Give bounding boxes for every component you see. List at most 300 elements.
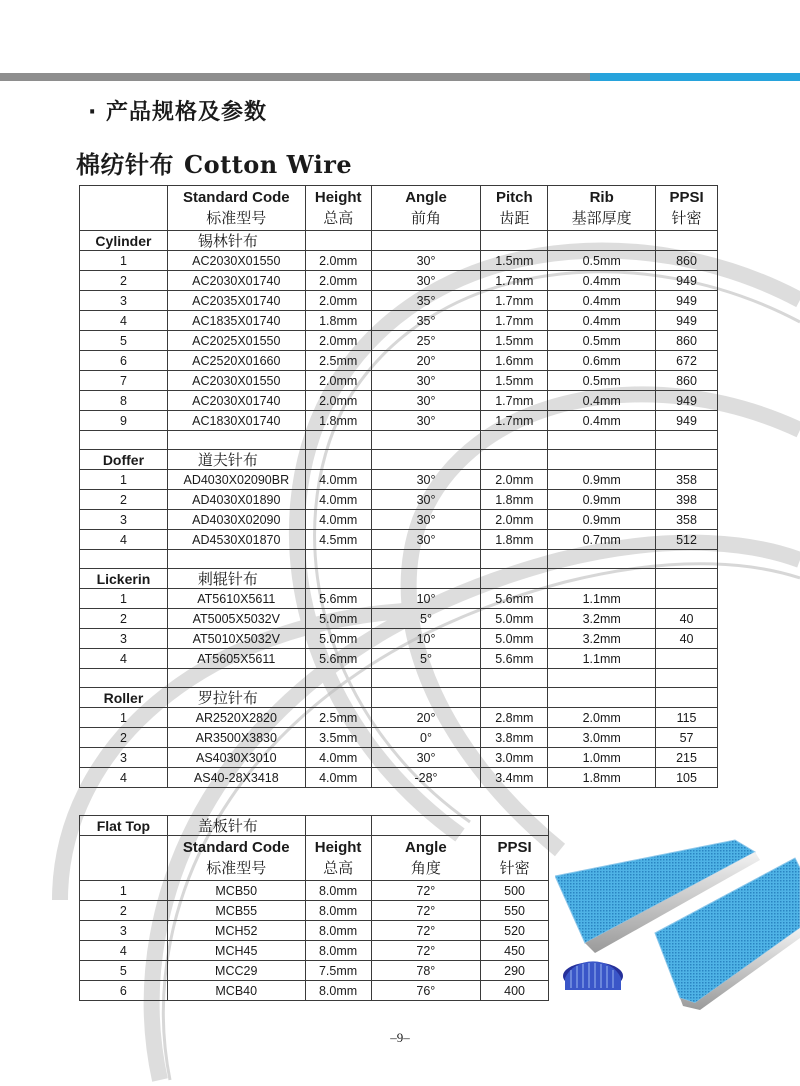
table-cell: 57 [656,728,718,748]
table-cell: 0.4mm [548,271,656,291]
table-cell: 2.0mm [305,251,371,271]
table-cell: 1.8mm [305,311,371,331]
table-cell: 1.1mm [548,649,656,669]
table-cell: 1.8mm [305,411,371,431]
table-cell: 35° [371,311,481,331]
table-cell [481,450,548,470]
table-cell [80,431,168,450]
table-cell: 1.7mm [481,271,548,291]
column-header [548,186,656,231]
table-cell: 949 [656,411,718,431]
table-cell [656,431,718,450]
table-cell: MCB40 [167,981,305,1001]
table-row [80,530,718,550]
table-cell: 2 [80,490,168,510]
table-cell [656,450,718,470]
category-name: Flat Top [80,816,168,836]
category-name-cn: 锡林针布 [167,231,305,251]
table-cell: 2.0mm [305,331,371,351]
table-cell [80,669,168,688]
table-cell: AC2520X01660 [167,351,305,371]
table-cell [305,688,371,708]
table-cell: 1.7mm [481,411,548,431]
table-cell: 0.4mm [548,411,656,431]
table-cell: 7.5mm [305,961,371,981]
table-cell [481,431,548,450]
category-name: Lickerin [80,569,168,589]
table-cell: 30° [371,490,481,510]
table-cell [481,550,548,569]
table-cell: 40 [656,629,718,649]
category-name: Roller [80,688,168,708]
table-cell: 3.0mm [548,728,656,748]
table-cell: 1 [80,589,168,609]
table-cell: MCH45 [167,941,305,961]
table-cell: AS4030X3010 [167,748,305,768]
table-cell: 4 [80,768,168,788]
heading-cn: 棉纺针布 [76,150,174,179]
table-cell: 860 [656,331,718,351]
column-header-cn: 标准型号 [206,859,267,877]
table-row [80,921,549,941]
table-cell [305,569,371,589]
category-row [80,450,718,470]
table-cell: 30° [371,530,481,550]
table-cell: 1.8mm [481,490,548,510]
table-cell: 8.0mm [305,941,371,961]
table-cell: 0.9mm [548,490,656,510]
column-header [481,836,549,881]
table-cell: 7 [80,371,168,391]
table-cell: 3.0mm [481,748,548,768]
table-cell: 0.7mm [548,530,656,550]
table-row [80,589,718,609]
table-cell [305,669,371,688]
table-cell: 5.6mm [481,589,548,609]
table-cell: 2.0mm [305,391,371,411]
table-cell: 5.0mm [481,609,548,629]
table-cell: AC2025X01550 [167,331,305,351]
column-header-cn: 针密 [499,859,530,877]
table-cell: 0.5mm [548,251,656,271]
table-cell: 5° [371,609,481,629]
table-cell [371,431,481,450]
heading-en: Cotton Wire [184,150,353,179]
table-cell: 3.5mm [305,728,371,748]
table-cell [371,669,481,688]
table-cell: 2 [80,609,168,629]
table-header-row [80,186,718,231]
table-cell: 949 [656,391,718,411]
table-cell [548,569,656,589]
table-cell: 30° [371,251,481,271]
table-cell [305,431,371,450]
table-cell: 1 [80,708,168,728]
column-header-cn: 齿距 [499,209,530,227]
column-header-en: Standard Code [182,189,290,206]
table-cell: 2.0mm [548,708,656,728]
table-cell: 5 [80,331,168,351]
table-cell [481,231,548,251]
table-cell [656,669,718,688]
column-header-cn: 总高 [323,859,354,877]
category-name-cn: 盖板针布 [167,816,305,836]
table-cell: 3 [80,748,168,768]
column-header-en: Height [314,189,362,206]
column-header-en: Angle [405,189,447,206]
table-cell [481,569,548,589]
table-cell: 72° [371,881,481,901]
table-cell [167,550,305,569]
table-cell: 72° [371,901,481,921]
table-cell [656,569,718,589]
table-cell [481,816,549,836]
category-name-cn: 罗拉针布 [167,688,305,708]
table-cell: 398 [656,490,718,510]
cotton-wire-spec-table [79,185,718,788]
table-cell: 5.6mm [305,589,371,609]
table-cell: 3 [80,921,168,941]
table-row [80,629,718,649]
table-cell: AD4030X02090BR [167,470,305,490]
category-name-cn: 刺辊针布 [167,569,305,589]
table-cell [371,231,481,251]
table-cell: MCB55 [167,901,305,921]
table-cell: MCB50 [167,881,305,901]
column-header-en: Rib [589,189,614,206]
table-cell [371,816,481,836]
column-header-en: Height [314,839,362,856]
table-cell: MCH52 [167,921,305,941]
category-row [80,231,718,251]
table-cell [548,431,656,450]
table-row [80,371,718,391]
table-cell: AC1830X01740 [167,411,305,431]
table-row [80,271,718,291]
table-cell: 0.4mm [548,291,656,311]
table-cell [167,431,305,450]
table-cell [305,450,371,470]
table-cell: 8.0mm [305,981,371,1001]
table-cell: 450 [481,941,549,961]
table-cell: 949 [656,291,718,311]
table-row [80,490,718,510]
table-cell: 358 [656,510,718,530]
table-cell: 0.6mm [548,351,656,371]
table-cell: 0.4mm [548,311,656,331]
table-cell: 5° [371,649,481,669]
column-header-cn: 总高 [323,209,354,227]
table-row [80,251,718,271]
column-header [481,186,548,231]
table-cell: 2.0mm [481,470,548,490]
column-header [167,836,305,881]
table-cell: 1.7mm [481,311,548,331]
table-cell: 4.0mm [305,510,371,530]
table-row [80,291,718,311]
table-cell: 3.4mm [481,768,548,788]
column-header [305,836,371,881]
column-header-en: Standard Code [182,839,290,856]
column-header [80,836,168,881]
table-cell: 400 [481,981,549,1001]
table-cell: 72° [371,941,481,961]
column-header-cn: 角度 [410,859,441,877]
table-cell: 5.0mm [305,609,371,629]
table-cell: 1.1mm [548,589,656,609]
table-row [80,331,718,351]
category-name: Doffer [80,450,168,470]
table-row [80,901,549,921]
table-cell: 1.5mm [481,331,548,351]
table-cell: 5.0mm [481,629,548,649]
table-cell [548,450,656,470]
table-row [80,391,718,411]
table-cell: 1.8mm [481,530,548,550]
table-cell: 3.8mm [481,728,548,748]
category-row [80,816,549,836]
column-header-cn: 前角 [411,209,442,227]
table-cell: AT5610X5611 [167,589,305,609]
table-cell: 8.0mm [305,881,371,901]
table-cell: 115 [656,708,718,728]
table-cell: 6 [80,351,168,371]
table-cell: 30° [371,748,481,768]
table-row [80,768,718,788]
table-cell: 1.5mm [481,251,548,271]
blank-row [80,550,718,569]
header-bar-gray [0,73,590,81]
category-name-cn: 道夫针布 [167,450,305,470]
table-cell: AT5005X5032V [167,609,305,629]
table-cell [656,550,718,569]
column-header [80,186,168,231]
table-cell: AS40-28X3418 [167,768,305,788]
table-cell: 2.8mm [481,708,548,728]
table-cell: AD4530X01870 [167,530,305,550]
table-cell [167,669,305,688]
table-cell: 8 [80,391,168,411]
table-row [80,881,549,901]
column-header-en: Pitch [495,189,533,206]
table-cell [371,569,481,589]
table-cell: 10° [371,589,481,609]
table-cell: AR3500X3830 [167,728,305,748]
column-header-cn: 针密 [671,209,702,227]
table-cell: 30° [371,510,481,530]
table-cell: 500 [481,881,549,901]
table-cell: 860 [656,251,718,271]
table-cell: 78° [371,961,481,981]
table-cell: AC2030X01550 [167,251,305,271]
table-cell: 4.0mm [305,768,371,788]
table-cell: 4 [80,941,168,961]
table-cell [548,550,656,569]
table-cell: 4 [80,311,168,331]
table-cell: 30° [371,470,481,490]
table-row [80,351,718,371]
table-cell [548,688,656,708]
table-cell: 3 [80,291,168,311]
table-cell: 860 [656,371,718,391]
table-cell: 8.0mm [305,921,371,941]
table-row [80,728,718,748]
table-cell: 76° [371,981,481,1001]
table-cell [481,688,548,708]
table-cell: 550 [481,901,549,921]
table-cell [656,688,718,708]
blank-row [80,669,718,688]
table-cell: 72° [371,921,481,941]
table-cell: AR2520X2820 [167,708,305,728]
table-cell: 8.0mm [305,901,371,921]
table-cell: 4.5mm [305,530,371,550]
table-cell: 30° [371,411,481,431]
table-cell: 2 [80,728,168,748]
table-cell [656,649,718,669]
table-cell: 2.0mm [481,510,548,530]
table-cell: 4 [80,530,168,550]
table-cell: 10° [371,629,481,649]
table-cell: 2.0mm [305,291,371,311]
table-cell [371,450,481,470]
table-cell [656,589,718,609]
table-cell: 4.0mm [305,748,371,768]
table-cell: 20° [371,708,481,728]
table-cell: 3.2mm [548,609,656,629]
column-header [371,186,481,231]
table-cell: 1.0mm [548,748,656,768]
table-cell [371,688,481,708]
table-cell: 1.8mm [548,768,656,788]
table-cell: 0.9mm [548,510,656,530]
category-row [80,688,718,708]
table-cell: 520 [481,921,549,941]
table-cell: 6 [80,981,168,1001]
table-cell: 2.0mm [305,371,371,391]
table-cell: 2 [80,271,168,291]
table-cell: MCC29 [167,961,305,981]
table-cell: AD4030X02090 [167,510,305,530]
table-cell [305,231,371,251]
table-row [80,510,718,530]
table-cell: AD4030X01890 [167,490,305,510]
table-cell: AC2035X01740 [167,291,305,311]
table-cell: 1.7mm [481,291,548,311]
flat-top-spec-table [79,815,549,1001]
table-cell: 35° [371,291,481,311]
table-cell: 0.4mm [548,391,656,411]
table-row [80,981,549,1001]
table-cell: 1 [80,251,168,271]
table-cell: AC2030X01740 [167,391,305,411]
table-cell: 3.2mm [548,629,656,649]
table-cell [481,669,548,688]
table-cell: 1 [80,881,168,901]
table-cell [371,550,481,569]
table-cell: AC2030X01740 [167,271,305,291]
table-cell: 0.9mm [548,470,656,490]
table-cell: 3 [80,510,168,530]
table-cell: AC2030X01550 [167,371,305,391]
table-row [80,609,718,629]
column-header-en: PPSI [497,839,532,856]
table-row [80,470,718,490]
table-cell: 2 [80,901,168,921]
table-cell: 290 [481,961,549,981]
table-cell [80,550,168,569]
table-cell: 4.0mm [305,470,371,490]
page-heading [76,145,352,180]
table-cell [305,550,371,569]
table-row [80,941,549,961]
table-cell: 9 [80,411,168,431]
column-header [656,186,718,231]
table-cell: -28° [371,768,481,788]
table-cell: 1.5mm [481,371,548,391]
column-header-cn: 标准型号 [206,209,267,227]
table-cell: 672 [656,351,718,371]
table-cell: 1.7mm [481,391,548,411]
table-row [80,748,718,768]
category-name: Cylinder [80,231,168,251]
table-cell [305,816,371,836]
table-cell: 0° [371,728,481,748]
table-cell: AC1835X01740 [167,311,305,331]
table-cell: 5.0mm [305,629,371,649]
table-cell: 3 [80,629,168,649]
table-cell: 512 [656,530,718,550]
flat-top-wire-image [555,838,800,1013]
table-cell: 2.5mm [305,351,371,371]
table-row [80,649,718,669]
table-cell: 0.5mm [548,371,656,391]
column-header-en: Angle [405,839,447,856]
table-cell: 5.6mm [305,649,371,669]
table-cell: 949 [656,271,718,291]
table-row [80,411,718,431]
table-cell: 949 [656,311,718,331]
table-cell [656,231,718,251]
table-cell: AT5605X5611 [167,649,305,669]
table-header-row [80,836,549,881]
table-cell: 25° [371,331,481,351]
column-header [305,186,371,231]
column-header [167,186,305,231]
column-header [371,836,481,881]
table-row [80,961,549,981]
table-row [80,708,718,728]
table-cell: 2.5mm [305,708,371,728]
header-bar-blue [590,73,800,81]
category-row [80,569,718,589]
table-cell: 5 [80,961,168,981]
column-header-cn: 基部厚度 [571,209,632,227]
table-cell [548,231,656,251]
table-cell [548,669,656,688]
section-title: · 产品规格及参数 [88,100,268,125]
table-cell: 30° [371,391,481,411]
column-header-en: PPSI [669,189,704,206]
table-row [80,311,718,331]
table-cell: 40 [656,609,718,629]
table-cell: 358 [656,470,718,490]
table-cell: 215 [656,748,718,768]
table-cell: 4 [80,649,168,669]
table-cell: 4.0mm [305,490,371,510]
table-cell: 5.6mm [481,649,548,669]
table-cell: 2.0mm [305,271,371,291]
